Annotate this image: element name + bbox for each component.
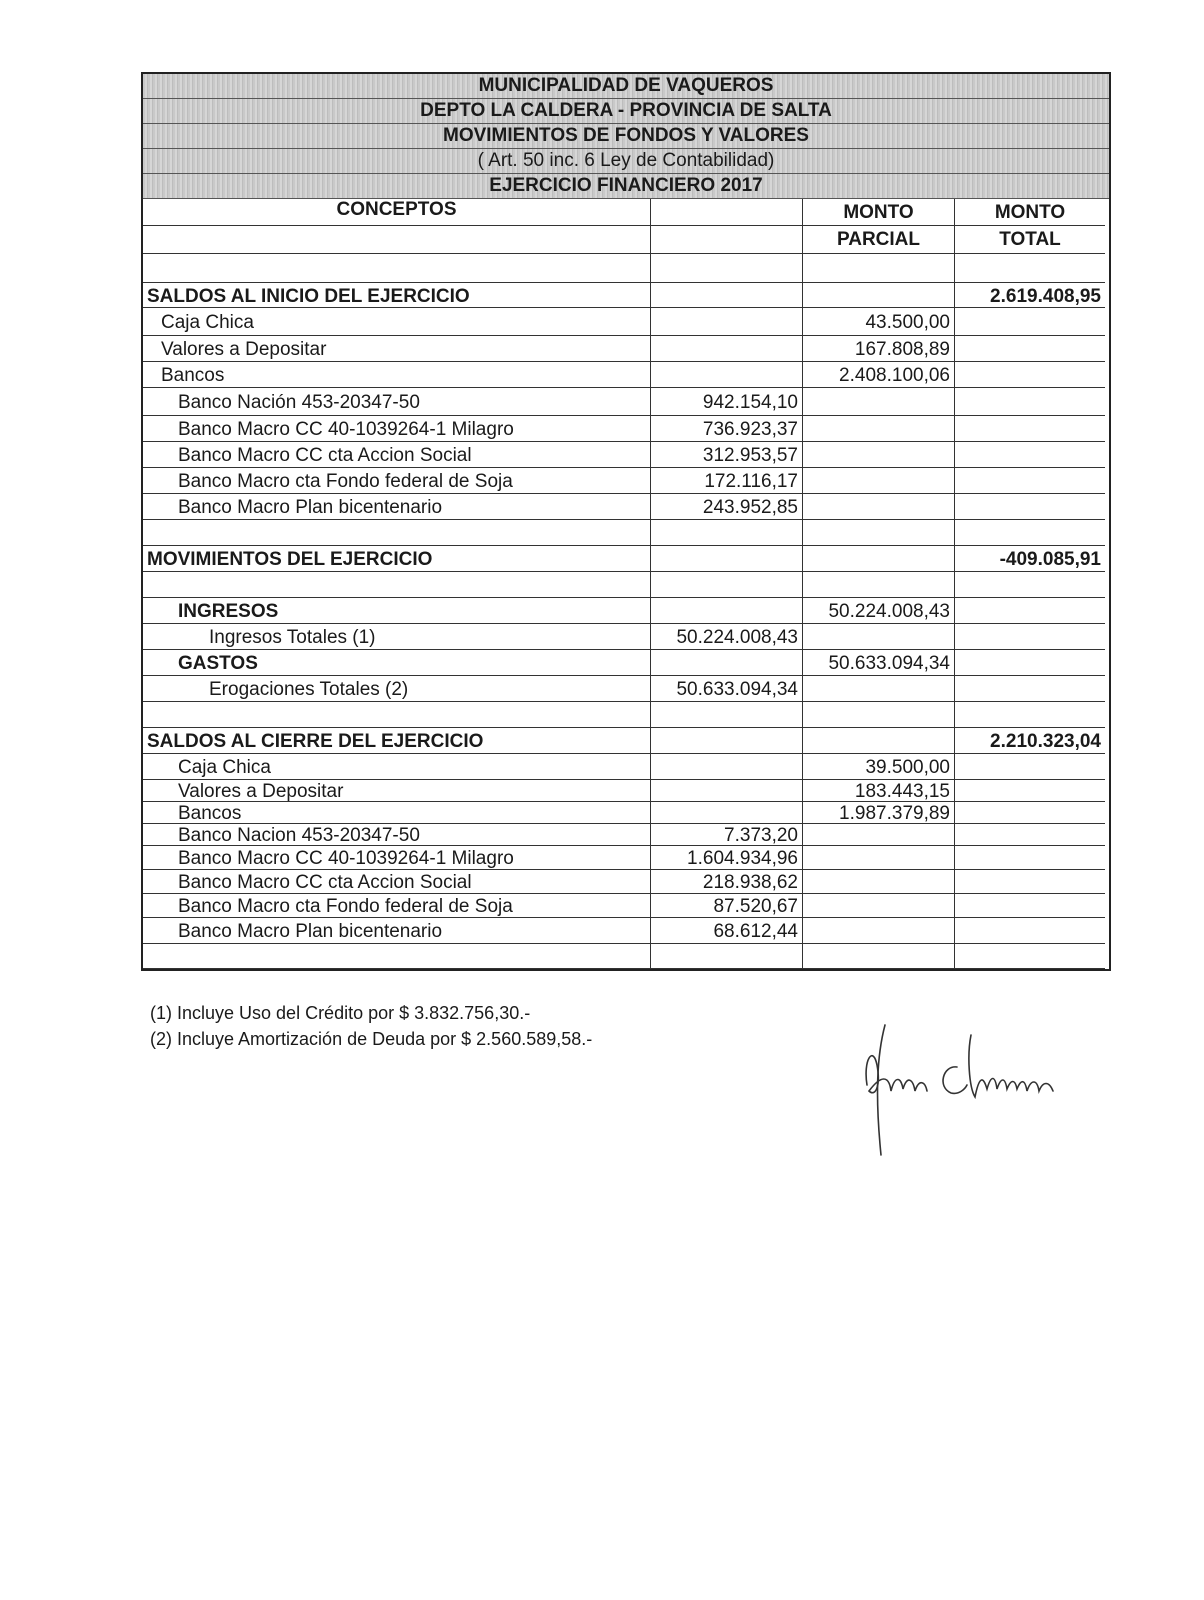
row-monto-parcial <box>803 944 955 969</box>
row-subtotal <box>651 336 803 362</box>
row-monto-parcial: 50.633.094,34 <box>803 650 955 676</box>
row-monto-parcial: 39.500,00 <box>803 754 955 780</box>
row-concept <box>143 702 651 728</box>
row-concept: Banco Macro cta Fondo federal de Soja <box>143 468 651 494</box>
row-monto-parcial <box>803 846 955 870</box>
row-subtotal <box>651 944 803 969</box>
row-monto-total <box>955 572 1105 598</box>
row-subtotal <box>651 598 803 624</box>
row-monto-total <box>955 802 1105 824</box>
row-monto-parcial <box>803 442 955 468</box>
row-concept: Banco Macro cta Fondo federal de Soja <box>143 894 651 918</box>
row-monto-total <box>955 846 1105 870</box>
row-concept: Caja Chica <box>143 754 651 780</box>
col-header-monto-parcial: MONTO <box>803 199 955 226</box>
row-concept: Bancos <box>143 802 651 824</box>
footnotes <box>150 1000 592 1052</box>
row-subtotal: 87.520,67 <box>651 894 803 918</box>
row-concept: Banco Macro CC 40-1039264-1 Milagro <box>143 416 651 442</box>
row-monto-total <box>955 308 1105 336</box>
row-monto-parcial <box>803 520 955 546</box>
row-concept: Banco Macro CC 40-1039264-1 Milagro <box>143 846 651 870</box>
row-monto-total <box>955 520 1105 546</box>
row-monto-total <box>955 442 1105 468</box>
row-subtotal <box>651 362 803 388</box>
row-monto-total: 2.210.323,04 <box>955 728 1105 754</box>
row-monto-parcial: 167.808,89 <box>803 336 955 362</box>
row-monto-total: -409.085,91 <box>955 546 1105 572</box>
row-subtotal <box>651 650 803 676</box>
row-subtotal <box>651 728 803 754</box>
signature <box>855 1005 1085 1165</box>
row-concept: Valores a Depositar <box>143 780 651 802</box>
row-subtotal <box>651 702 803 728</box>
row-concept <box>143 944 651 969</box>
row-concept: Banco Macro CC cta Accion Social <box>143 870 651 894</box>
row-subtotal: 7.373,20 <box>651 824 803 846</box>
row-subtotal <box>651 802 803 824</box>
row-subtotal <box>651 572 803 598</box>
row-subtotal: 68.612,44 <box>651 918 803 944</box>
row-monto-total <box>955 754 1105 780</box>
col-header-blank <box>651 226 803 254</box>
row-monto-parcial: 1.987.379,89 <box>803 802 955 824</box>
row-subtotal: 50.224.008,43 <box>651 624 803 650</box>
table-grid <box>143 199 1109 969</box>
header-department: DEPTO LA CALDERA - PROVINCIA DE SALTA <box>143 99 1109 124</box>
row-concept <box>143 254 651 283</box>
row-monto-parcial <box>803 824 955 846</box>
row-concept: MOVIMIENTOS DEL EJERCICIO <box>143 546 651 572</box>
col-header-parcial: PARCIAL <box>803 226 955 254</box>
row-subtotal: 1.604.934,96 <box>651 846 803 870</box>
row-monto-total: 2.619.408,95 <box>955 283 1105 308</box>
row-monto-parcial <box>803 572 955 598</box>
row-monto-parcial: 183.443,15 <box>803 780 955 802</box>
row-concept: SALDOS AL CIERRE DEL EJERCICIO <box>143 728 651 754</box>
row-subtotal: 172.116,17 <box>651 468 803 494</box>
row-monto-total <box>955 894 1105 918</box>
row-monto-total <box>955 598 1105 624</box>
row-monto-total <box>955 416 1105 442</box>
row-monto-parcial <box>803 388 955 416</box>
row-monto-total <box>955 650 1105 676</box>
row-monto-parcial: 2.408.100,06 <box>803 362 955 388</box>
row-monto-parcial: 50.224.008,43 <box>803 598 955 624</box>
row-subtotal <box>651 308 803 336</box>
row-concept <box>143 520 651 546</box>
row-monto-parcial <box>803 254 955 283</box>
row-subtotal <box>651 546 803 572</box>
col-header-monto-total: MONTO <box>955 199 1105 226</box>
row-monto-total <box>955 254 1105 283</box>
financial-table <box>141 72 1111 971</box>
col-header-conceptos: CONCEPTOS <box>143 199 651 226</box>
row-subtotal: 243.952,85 <box>651 494 803 520</box>
row-monto-parcial <box>803 918 955 944</box>
row-subtotal <box>651 283 803 308</box>
row-monto-parcial <box>803 416 955 442</box>
col-header-blank <box>143 226 651 254</box>
row-concept: Ingresos Totales (1) <box>143 624 651 650</box>
footnote-2: (2) Incluye Amortización de Deuda por $ 2.560.589,58.- <box>150 1029 593 1049</box>
row-subtotal <box>651 780 803 802</box>
row-concept: Erogaciones Totales (2) <box>143 676 651 702</box>
row-monto-total <box>955 944 1105 969</box>
row-subtotal: 50.633.094,34 <box>651 676 803 702</box>
col-header-total: TOTAL <box>955 226 1105 254</box>
row-concept: Caja Chica <box>143 308 651 336</box>
row-concept: Banco Nacion 453-20347-50 <box>143 824 651 846</box>
row-subtotal <box>651 520 803 546</box>
row-concept: Banco Nación 453-20347-50 <box>143 388 651 416</box>
row-monto-total <box>955 494 1105 520</box>
row-concept: Banco Macro CC cta Accion Social <box>143 442 651 468</box>
row-concept: GASTOS <box>143 650 651 676</box>
row-monto-parcial <box>803 676 955 702</box>
row-monto-parcial <box>803 494 955 520</box>
row-concept: Bancos <box>143 362 651 388</box>
row-monto-total <box>955 362 1105 388</box>
row-concept: SALDOS AL INICIO DEL EJERCICIO <box>143 283 651 308</box>
row-monto-total <box>955 918 1105 944</box>
row-monto-parcial <box>803 702 955 728</box>
row-concept: Valores a Depositar <box>143 336 651 362</box>
row-monto-parcial <box>803 870 955 894</box>
row-concept: Banco Macro Plan bicentenario <box>143 918 651 944</box>
row-concept: Banco Macro Plan bicentenario <box>143 494 651 520</box>
row-monto-total <box>955 676 1105 702</box>
col-header-blank <box>651 199 803 226</box>
row-monto-total <box>955 336 1105 362</box>
row-monto-total <box>955 468 1105 494</box>
row-subtotal <box>651 754 803 780</box>
row-monto-total <box>955 780 1105 802</box>
header-municipality: MUNICIPALIDAD DE VAQUEROS <box>143 74 1109 99</box>
row-monto-parcial <box>803 283 955 308</box>
row-monto-parcial <box>803 468 955 494</box>
row-monto-total <box>955 624 1105 650</box>
row-monto-parcial <box>803 894 955 918</box>
row-monto-parcial: 43.500,00 <box>803 308 955 336</box>
row-monto-parcial <box>803 624 955 650</box>
row-subtotal <box>651 254 803 283</box>
row-subtotal: 218.938,62 <box>651 870 803 894</box>
row-subtotal: 942.154,10 <box>651 388 803 416</box>
row-monto-total <box>955 388 1105 416</box>
row-monto-parcial <box>803 546 955 572</box>
header-legal-reference: ( Art. 50 inc. 6 Ley de Contabilidad) <box>143 149 1109 174</box>
row-monto-total <box>955 702 1105 728</box>
row-monto-total <box>955 870 1105 894</box>
row-monto-total <box>955 824 1105 846</box>
row-concept: INGRESOS <box>143 598 651 624</box>
row-monto-parcial <box>803 728 955 754</box>
header-report-title: MOVIMIENTOS DE FONDOS Y VALORES <box>143 124 1109 149</box>
row-concept <box>143 572 651 598</box>
row-subtotal: 736.923,37 <box>651 416 803 442</box>
header-fiscal-year: EJERCICIO FINANCIERO 2017 <box>143 174 1109 199</box>
row-subtotal: 312.953,57 <box>651 442 803 468</box>
footnote-1: (1) Incluye Uso del Crédito por $ 3.832.756,30.- <box>150 1003 531 1023</box>
